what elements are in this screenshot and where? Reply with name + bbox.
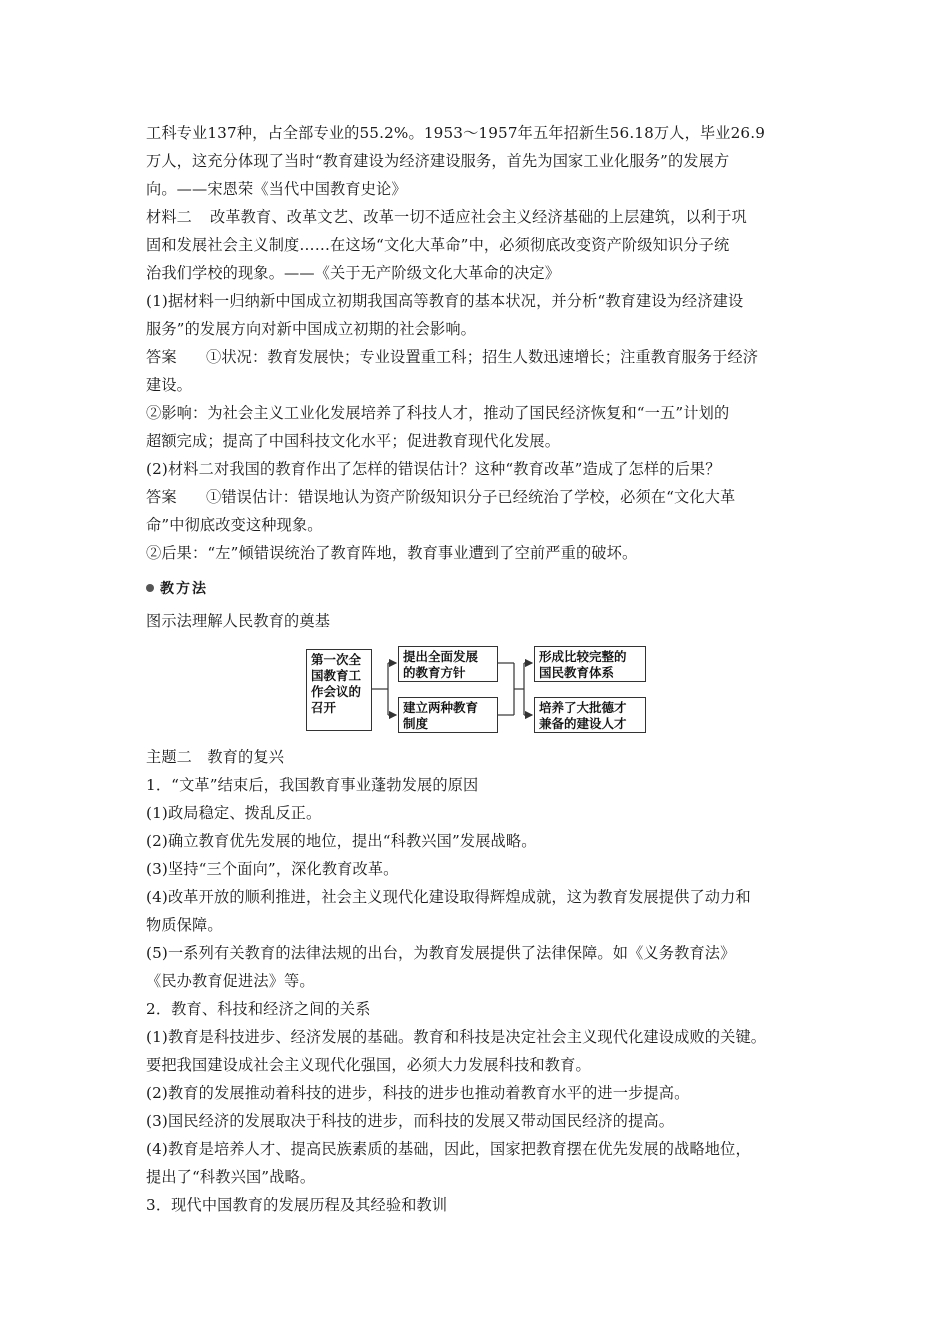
section-heading [146,578,208,600]
answer-label: 答案 [146,348,177,366]
diagram-box-talent: 培养了大批德才 兼备的建设人才 [534,697,646,733]
question-line: 服务”的发展方向对新中国成立初期的社会影响。 [146,320,477,338]
material-two-line [146,206,747,228]
method-title: 图示法理解人民教育的奠基 [146,612,331,630]
answer-line: 建设。 [146,376,193,394]
answer-line [146,486,735,508]
list-item: (2)确立教育优先发展的地位，提出“科教兴国”发展战略。 [146,832,537,850]
list-item: (2)教育的发展推动着科技的进步，科技的进步也推动着教育水平的进一步提高。 [146,1084,690,1102]
diagram-box-conference: 第一次全 国教育工 作会议的 召开 [306,649,372,731]
answer-line: ②影响：为社会主义工业化发展培养了科技人才，推动了国民经济恢复和“一五”计划的 [146,404,730,422]
text-span: ①错误估计：错误地认为资产阶级知识分子已经统治了学校，必须在“文化大革 [206,488,736,506]
list-item: (1)政局稳定、拨乱反正。 [146,804,322,822]
text-line: 工科专业137种，占全部专业的55.2%。1953～1957年五年招新生56.18万人，毕业26.9 [146,124,766,142]
flow-diagram [306,645,646,735]
text-line: 治我们学校的现象。——《关于无产阶级文化大革命的决定》 [146,264,561,282]
list-item: (3)坚持“三个面向”，深化教育改革。 [146,860,399,878]
answer-line [146,346,758,368]
subheading: 3．现代中国教育的发展历程及其经验和教训 [146,1196,448,1214]
section-heading-text: 教方法 [160,581,208,597]
answer-line: 命”中彻底改变这种现象。 [146,516,323,534]
list-item: (1)教育是科技进步、经济发展的基础。教育和科技是决定社会主义现代化建设成败的关键。 [146,1028,767,1046]
answer-label: 答案 [146,488,177,506]
list-item: (3)国民经济的发展取决于科技的进步，而科技的发展又带动国民经济的提高。 [146,1112,675,1130]
list-item: 提出了“科教兴国”战略。 [146,1168,316,1186]
subheading: 2．教育、科技和经济之间的关系 [146,1000,371,1018]
list-item: 要把我国建设成社会主义现代化强国，必须大力发展科技和教育。 [146,1056,591,1074]
list-item: 物质保障。 [146,916,223,934]
topic-heading: 主题二 教育的复兴 [146,748,285,766]
diagram-box-systems: 建立两种教育 制度 [398,697,498,733]
material-label: 材料二 [146,208,193,226]
text-span: 改革教育、改革文艺、改革一切不适应社会主义经济基础的上层建筑，以利于巩 [210,208,747,226]
bullet-icon [146,584,154,592]
text-span: ①状况：教育发展快；专业设置重工科；招生人数迅速增长；注重教育服务于经济 [206,348,759,366]
answer-line: 超额完成；提高了中国科技文化水平；促进教育现代化发展。 [146,432,561,450]
question-line: (2)材料二对我国的教育作出了怎样的错误估计？这种“教育改革”造成了怎样的后果？ [146,460,721,478]
list-item: (4)改革开放的顺利推进，社会主义现代化建设取得辉煌成就，这为教育发展提供了动力和 [146,888,751,906]
diagram-box-education-system: 形成比较完整的 国民教育体系 [534,646,646,682]
text-line: 向。——宋恩荣《当代中国教育史论》 [146,180,407,198]
answer-line: ②后果：“左”倾错误统治了教育阵地，教育事业遭到了空前严重的破坏。 [146,544,638,562]
list-item: (5)一系列有关教育的法律法规的出台，为教育发展提供了法律保障。如《义务教育法》 [146,944,736,962]
diagram-box-policy: 提出全面发展 的教育方针 [398,646,498,682]
list-item: (4)教育是培养人才、提高民族素质的基础，因此，国家把教育摆在优先发展的战略地位， [146,1140,751,1158]
subheading: 1．“文革”结束后，我国教育事业蓬勃发展的原因 [146,776,479,794]
text-line: 固和发展社会主义制度……在这场“文化大革命”中，必须彻底改变资产阶级知识分子统 [146,236,730,254]
text-line: 万人，这充分体现了当时“教育建设为经济建设服务，首先为国家工业化服务”的发展方 [146,152,730,170]
question-line: (1)据材料一归纳新中国成立初期我国高等教育的基本状况，并分析“教育建设为经济建设 [146,292,744,310]
list-item: 《民办教育促进法》等。 [146,972,315,990]
